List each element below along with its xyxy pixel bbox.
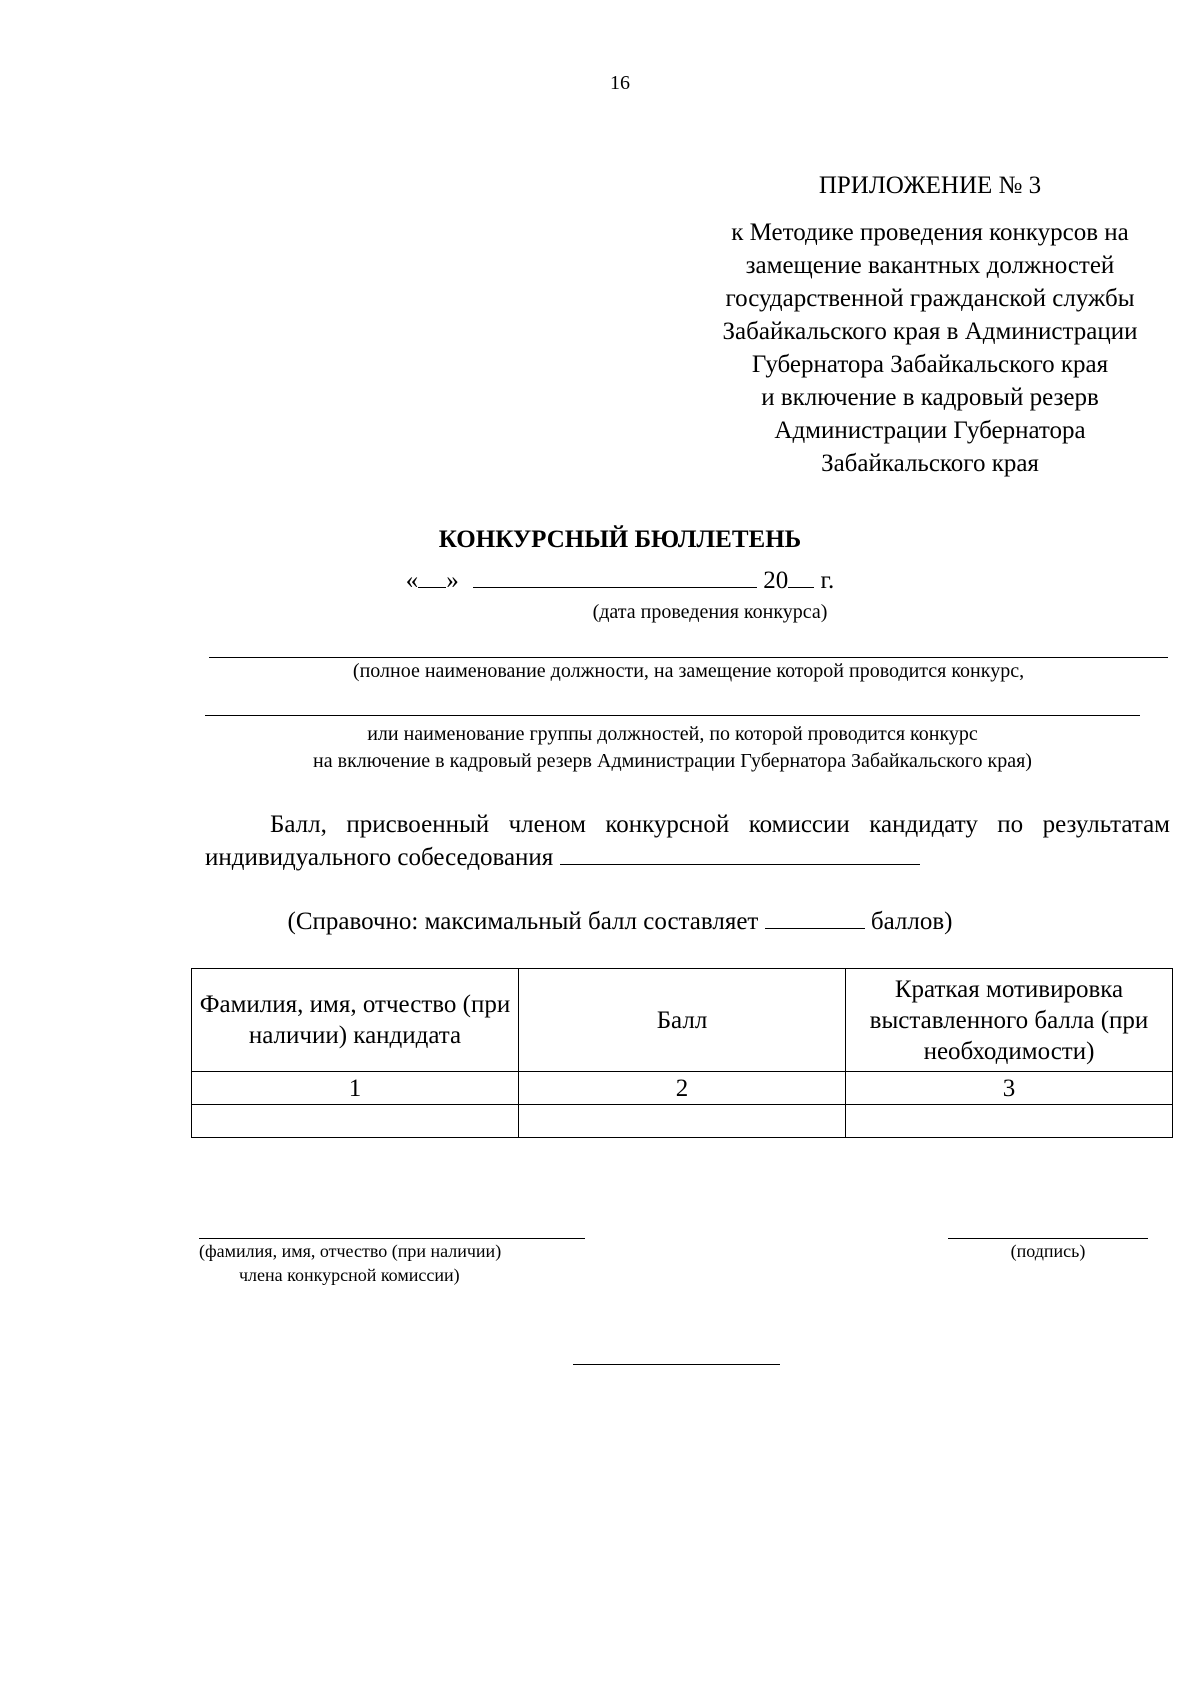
date-line	[0, 565, 1200, 595]
appendix-line: Администрации Губернатора	[774, 417, 1086, 444]
appendix-line: к Методике проведения конкурсов на	[731, 219, 1129, 246]
day-blank	[418, 565, 446, 588]
position-caption-2: или наименование группы должностей, по которой проводится конкурс	[367, 723, 978, 745]
member-name-caption-1: (фамилия, имя, отчество (при наличии)	[199, 1241, 502, 1261]
footer-separator-line	[573, 1364, 780, 1365]
position-name-line-2	[205, 715, 1140, 716]
header-motivation: Краткая мотивировка выставленного балла (при необходимости)	[846, 969, 1173, 1072]
reference-note	[0, 906, 1200, 936]
table-cell	[846, 1105, 1173, 1138]
year-suffix: г.	[820, 567, 835, 594]
table-cell	[519, 1105, 846, 1138]
appendix-title: ПРИЛОЖЕНИЕ № 3	[818, 172, 1042, 199]
position-name-line	[209, 657, 1168, 658]
signature-line	[948, 1238, 1148, 1239]
ballot-table	[191, 968, 1173, 1138]
page-number: 16	[610, 72, 630, 94]
appendix-line: Забайкальского края в Администрации	[722, 318, 1138, 345]
appendix-line: и включение в кадровый резерв	[761, 384, 1099, 411]
score-blank	[560, 842, 920, 865]
month-blank	[473, 565, 757, 588]
column-number: 3	[846, 1072, 1173, 1105]
score-paragraph-text: Балл, присвоенный членом конкурсной комиссии кандидату по результатам индивидуального собеседования	[205, 811, 1170, 871]
column-number: 2	[519, 1072, 846, 1105]
appendix-line: государственной гражданской службы	[725, 285, 1135, 312]
score-paragraph	[205, 808, 1170, 874]
date-caption: (дата проведения конкурса)	[592, 601, 828, 623]
reference-note-after: баллов)	[870, 908, 953, 935]
appendix-header	[560, 172, 1200, 480]
appendix-lines	[560, 216, 1200, 480]
position-caption-3: на включение в кадровый резерв Администрации Губернатора Забайкальского края)	[313, 750, 1032, 772]
appendix-line: Забайкальского края	[821, 450, 1039, 477]
member-name-line	[199, 1238, 585, 1239]
appendix-line: замещение вакантных должностей	[745, 252, 1115, 279]
table-numbering-row	[192, 1072, 1173, 1105]
table-header-row	[192, 969, 1173, 1072]
member-name-caption-2: члена конкурсной комиссии)	[239, 1265, 460, 1285]
document-title: КОНКУРСНЫЙ БЮЛЛЕТЕНЬ	[438, 526, 802, 553]
header-candidate-name: Фамилия, имя, отчество (при наличии) кандидата	[192, 969, 519, 1072]
table-row	[192, 1105, 1173, 1138]
table-cell	[192, 1105, 519, 1138]
signature-caption: (подпись)	[1010, 1241, 1086, 1261]
year-prefix: 20	[763, 567, 789, 594]
header-score: Балл	[519, 969, 846, 1072]
column-number: 1	[192, 1072, 519, 1105]
reference-note-before: (Справочно: максимальный балл составляет	[287, 908, 759, 935]
open-quote: «	[405, 567, 419, 594]
appendix-line: Губернатора Забайкальского края	[751, 351, 1109, 378]
close-quote: »	[446, 567, 459, 594]
position-caption-1: (полное наименование должности, на замещение которой проводится конкурс,	[352, 660, 1025, 682]
year-blank	[788, 565, 814, 588]
max-score-blank	[765, 906, 865, 929]
